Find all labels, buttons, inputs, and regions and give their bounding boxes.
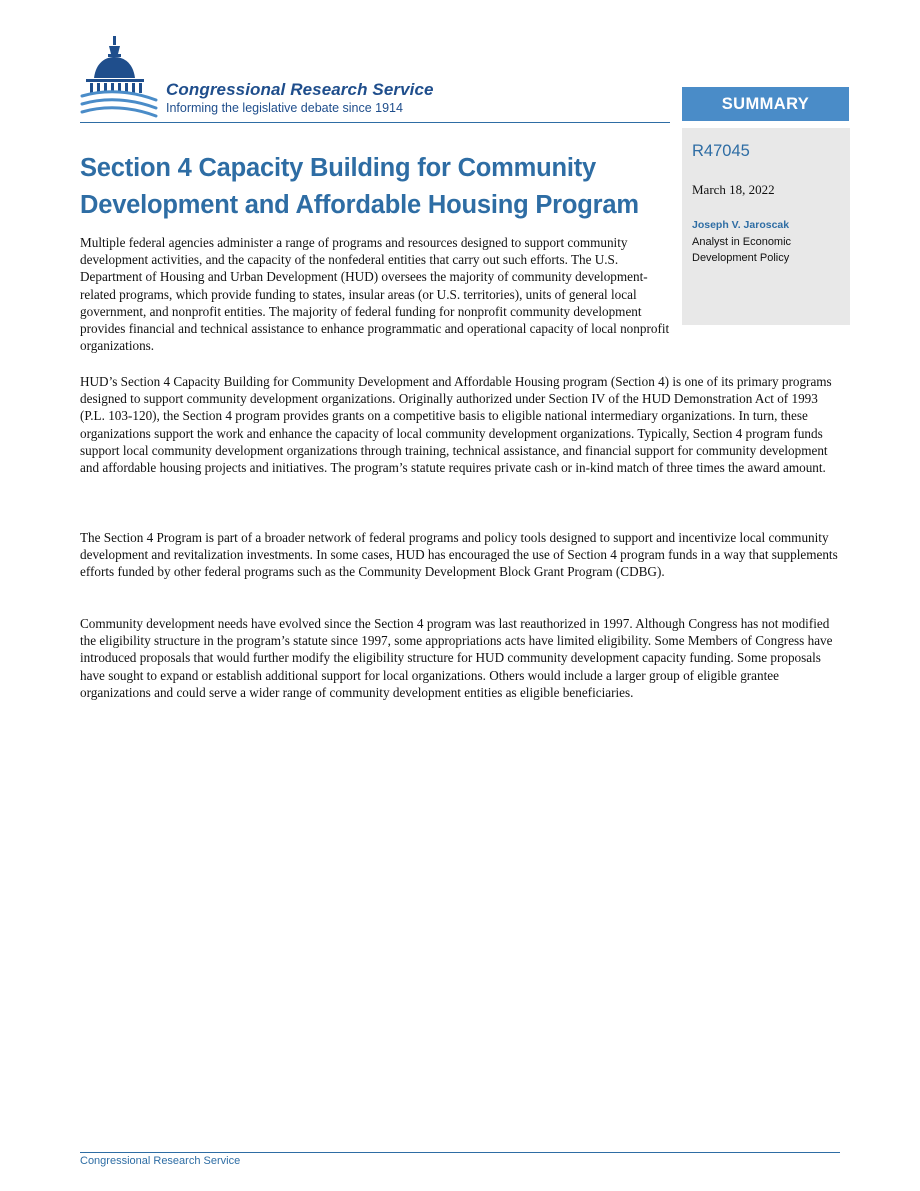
summary-tab-label: SUMMARY xyxy=(721,94,810,113)
author-title: Analyst in Economic Development Policy xyxy=(692,236,792,264)
body-paragraph-1: Multiple federal agencies administer a range of programs and resources designed to support community development activities, and the capacity of the nonfederal entities that carry out such efforts. The U.S. Department of Housing and Urban Development (HUD) oversees the majority of community development-related programs, which provide funding to states, insular areas (or U.S. territories), units of general local government, and nonprofit entities. The majority of federal funding for nonprofit community development provides financial and technical assistance to enhance programmatic and operational capacity of local nonprofit organizations. xyxy=(80,235,670,354)
body-paragraph-4: Community development needs have evolved since the Section 4 program was last reauthorized in 1997. Although Congress has not modified the eligibility structure in the program’s statute since 1997, some appropriations acts have limited eligibility. Some Members of Congress have introduced proposals that would further modify the eligibility structure for HUD community development capacity funding. Some proposals have sought to expand or establish additional support for local organizations. Others would include a larger group of eligible grantee organizations and could serve a wider range of community development entities as eligible beneficiaries. xyxy=(80,616,833,700)
author-name: Joseph V. Jaroscak xyxy=(692,219,790,231)
report-title: Section 4 Capacity Building for Community Development and Affordable Housing Program xyxy=(80,154,639,219)
org-tagline: Informing the legislative debate since 1914 xyxy=(166,101,403,115)
capitol-dome-icon xyxy=(80,34,162,120)
crs-logo xyxy=(80,34,480,120)
footer-text: Congressional Research Service xyxy=(80,1155,241,1167)
footer-divider xyxy=(80,1152,840,1153)
header-divider xyxy=(80,122,670,123)
summary-tab xyxy=(682,87,849,121)
body-paragraph-3: The Section 4 Program is part of a broader network of federal programs and policy tools designed to support and incentivize local community development and revitalization investments. In some cases, HUD has encouraged the use of Section 4 program funds in a way that supplements efforts funded by other federal programs such as the Community Development Block Grant Program (CDBG). xyxy=(80,530,838,580)
body-paragraph-2: HUD’s Section 4 Capacity Building for Community Development and Affordable Housing program (Section 4) is one of its primary programs designed to support community development organizations. Originally authorized under Section IV of the HUD Demonstration Act of 1993 (P.L. 103-120), the Section 4 program provides grants on a competitive basis to eligible national intermediary organizations. In turn, these organizations support the work and enhance the capacity of local community development organizations. Typically, Section 4 program funds support local community development organizations through training, technical assistance, and financial support for community development and affordable housing projects and initiatives. The program’s statute requires private cash or in-kind match of three times the award amount. xyxy=(80,374,832,476)
report-date: March 18, 2022 xyxy=(692,182,775,197)
report-number: R47045 xyxy=(692,142,750,160)
org-name: Congressional Research Service xyxy=(166,80,434,99)
